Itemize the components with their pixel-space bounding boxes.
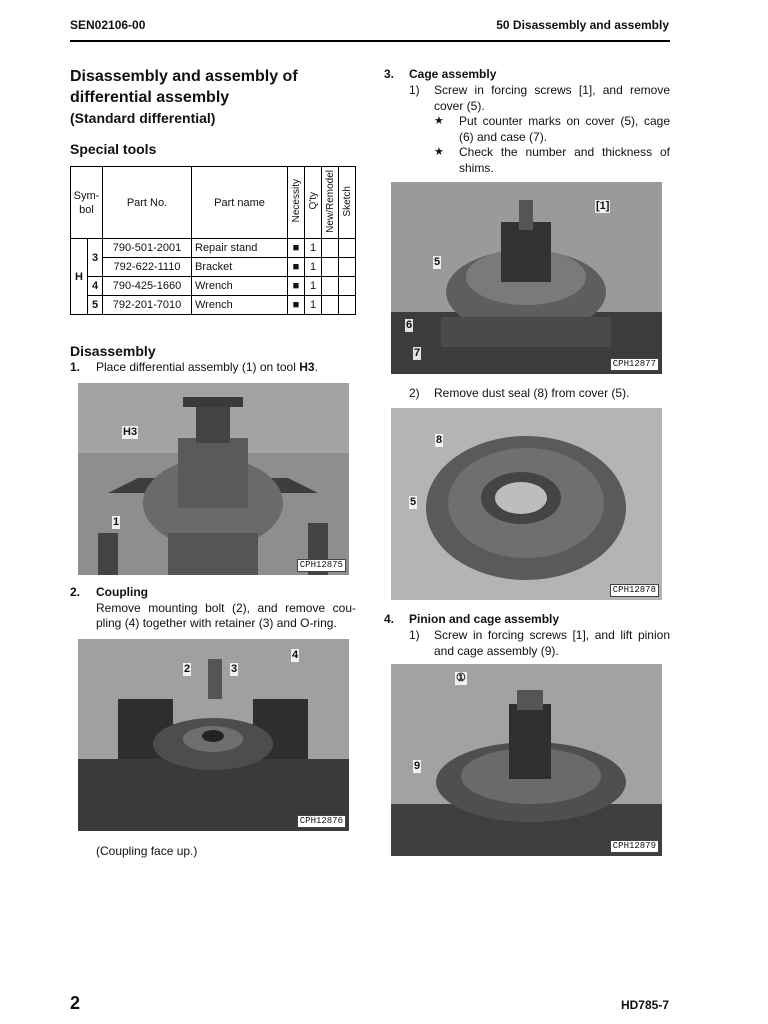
qty-cell: 1 [305,258,322,277]
step-number: 2. [70,585,81,599]
special-tools-table [70,166,356,315]
step-title: Coupling [96,585,148,599]
new-remodel-cell [322,258,339,277]
row-number: 3 [88,239,103,277]
label-4: 4 [292,649,299,661]
qty-cell: 1 [305,239,322,258]
part-no-cell: 790-501-2001 [103,239,192,258]
note-shims [434,145,670,176]
label-forcing-screw: ① [456,672,466,684]
note-counter-marks [434,114,670,145]
photo-image [391,182,662,374]
table-row [71,239,356,258]
special-tools-heading: Special tools [70,141,157,157]
qty-cell: 1 [305,296,322,315]
new-remodel-cell [322,296,339,315]
qty-cell: 1 [305,277,322,296]
step-1 [70,360,360,376]
section-title: 50 Disassembly and assembly [496,18,669,32]
col-necessity: Necessity [288,167,305,239]
disassembly-heading: Disassembly [70,343,156,359]
col-new-remodel: New/Remodel [322,167,339,239]
part-no-cell: 792-201-7010 [103,296,192,315]
step-number: 4. [384,612,395,626]
substep-text: Screw in forcing screws [1], and lift pinion and cage assembly (9). [434,628,670,658]
col-part-no: Part No. [103,167,192,239]
photo-image [391,664,662,856]
model-name: HD785-7 [620,998,669,1012]
label-5: 5 [410,496,417,508]
page-subtitle: (Standard differential) [70,110,216,126]
col-symbol: Sym- bol [71,167,103,239]
note-text: Check the number and thickness of shims. [459,145,670,175]
label-h3: H3 [123,426,138,438]
necessity-cell: ■ [288,296,305,315]
sketch-cell [339,296,356,315]
necessity-cell: ■ [288,239,305,258]
photo-code: CPH12878 [610,584,659,597]
step-4-1 [409,628,670,659]
part-no-cell: 792-622-1110 [103,258,192,277]
sketch-cell [339,277,356,296]
header-rule [70,40,670,42]
step-title: Pinion and cage assembly [409,612,560,626]
part-no-cell: 790-425-1660 [103,277,192,296]
photo-image [78,639,349,831]
step-title: Cage assembly [409,67,497,81]
step-number: 3. [384,67,395,81]
photo-pinion-cage [391,664,662,856]
substep-number: 1) [409,83,420,97]
sketch-cell [339,258,356,277]
table-row [71,277,356,296]
label-forcing-screw: [1] [596,200,610,212]
table-row [71,296,356,315]
part-name-cell: Wrench [192,277,288,296]
new-remodel-cell [322,239,339,258]
caption-coupling: (Coupling face up.) [96,844,198,858]
photo-code: CPH12879 [610,840,659,853]
photo-cage-cover [391,182,662,374]
label-3: 3 [231,663,238,675]
document-code: SEN02106-00 [70,18,146,32]
star-icon: ★ [434,115,444,127]
col-sketch: Sketch [339,167,356,239]
step-text-end: . [314,360,318,374]
label-9: 9 [414,760,421,772]
photo-image [78,383,349,575]
substep-number: 1) [409,628,420,642]
new-remodel-cell [322,277,339,296]
substep-text: Remove dust seal (8) from cover (5). [434,386,630,400]
step-3-1 [409,83,670,114]
page-number: 2 [70,993,81,1013]
part-name-cell: Bracket [192,258,288,277]
star-icon: ★ [434,146,444,158]
photo-differential-on-stand [78,383,349,575]
step-3 [384,67,670,83]
label-2: 2 [184,663,191,675]
step-3-2 [409,386,670,402]
group-symbol: H [71,239,88,315]
step-text: Remove mounting bolt (2), and remove cou-pling (4) together with retainer (3) and O-ring. [96,600,356,630]
sketch-cell [339,239,356,258]
col-part-name: Part name [192,167,288,239]
photo-code: CPH12876 [297,815,346,828]
step-2 [70,585,356,632]
necessity-cell: ■ [288,258,305,277]
col-qty: Q'ty [305,167,322,239]
photo-dust-seal [391,408,662,600]
photo-image [391,408,662,600]
label-5: 5 [434,256,441,268]
step-number: 1. [70,360,81,374]
photo-coupling [78,639,349,831]
photo-code: CPH12875 [297,559,346,572]
label-1: 1 [113,516,120,528]
step-4 [384,612,670,628]
substep-number: 2) [409,386,420,400]
part-name-cell: Repair stand [192,239,288,258]
table-header-row [71,167,356,239]
photo-code: CPH12877 [610,358,659,371]
label-8: 8 [436,434,443,446]
label-7: 7 [414,347,421,359]
tool-reference: H3 [299,360,315,374]
part-name-cell: Wrench [192,296,288,315]
label-6: 6 [406,319,413,331]
page-title: Disassembly and assembly of differential assembly [70,68,298,106]
table-row [71,258,356,277]
step-text: Place differential assembly (1) on tool [96,360,300,374]
necessity-cell: ■ [288,277,305,296]
row-number: 5 [88,296,103,315]
substep-text: Screw in forcing screws [1], and remove cover (5). [434,83,670,113]
note-text: Put counter marks on cover (5), cage (6) and case (7). [459,114,670,144]
row-number: 4 [88,277,103,296]
